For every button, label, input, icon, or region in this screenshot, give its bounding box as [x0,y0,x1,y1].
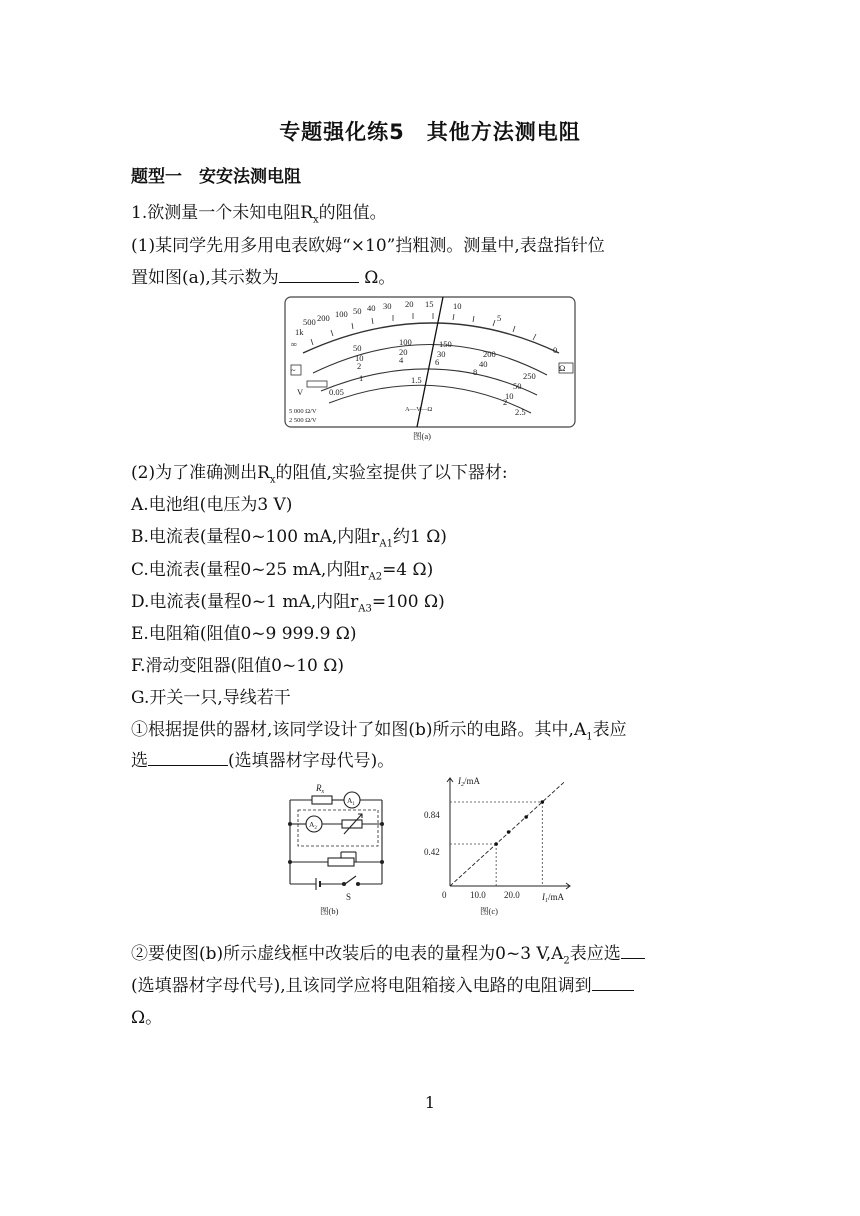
label-s: S [346,892,352,902]
dial-bottom-2: 2 [503,397,508,407]
dial-mid-50: 50 [353,343,362,353]
equipment-item-b: B.电流表(量程0~100 mA,内阻$r_{A1}$约1 Ω) [131,527,447,550]
figure-b-caption: 图(b) [320,906,339,916]
figure-c-caption: 图(c) [480,906,498,916]
subquestion2-line3: Ω。 [131,1008,163,1028]
dial-outer-20: 20 [405,299,414,309]
equipment-item-c: C.电流表(量程0~25 mA,内阻$r_{A2}=4$ Ω) [131,560,434,583]
dial-bottom-25: 2.5 [515,407,526,417]
subquestion1-line1: ①根据提供的器材,该同学设计了如图(b)所示的电路。其中$,A_1$表应 [131,720,627,743]
subquestion2-line1: ②要使图(b)所示虚线框中改装后的电表的量程为0~3 $V,A_2$表应选 [131,939,645,966]
dial-outer-100: 100 [335,309,348,319]
dial-outer-50: 50 [353,306,362,316]
label-rx: $R_x$ [316,783,325,795]
dial-outer-30: 30 [383,301,392,311]
page-number: 1 [424,1093,436,1112]
x-tick-20: 20.0 [504,890,520,900]
part2-head: (2)为了准确测出$R_x$的阻值,实验室提供了以下器材: [131,463,508,486]
dial-mid2-50: 50 [513,381,522,391]
y-axis-label: $I_2/mA$ [458,776,481,788]
dial-outer-200: 200 [317,313,330,323]
dial-bottom-005: 0.05 [329,387,344,397]
dial-outer-1k: 1k [295,327,304,337]
resistor-box [342,820,362,828]
dial-outer-10: 10 [453,301,462,311]
label-a1: $A_1$ [347,796,355,807]
dial-mid2-30: 30 [437,349,446,359]
equipment-item-g: G.开关一只,导线若干 [131,688,291,708]
equipment-item-a: A.电池组(电压为3 V) [131,495,293,515]
y-tick-042: 0.42 [424,847,440,857]
answer-blank-3[interactable] [621,941,645,959]
part1-line1: (1)某同学先用多用电表欧姆“×10”挡粗测。测量中,表盘指针位 [131,236,605,256]
figure-b-circuit [282,772,402,920]
dial-bottom-15: 1.5 [411,375,422,385]
dial-spec-5000: 5 000 Ω/V [289,408,317,415]
dial-spec-2500: 2 500 Ω/V [289,417,317,424]
equipment-item-d: D.电流表(量程0~1 mA,内阻$r_{A3}=100$ Ω) [131,592,445,615]
data-point-3 [541,800,545,804]
dial-mid2-10: 10 [355,353,364,363]
dial-tilde: ~ [291,365,296,375]
dial-mid2-20: 20 [399,347,408,357]
dial-omega-unit: Ω [559,363,566,373]
y-tick-084: 0.84 [424,810,440,820]
equipment-item-e: E.电阻箱(阻值0~9 999.9 Ω) [131,624,357,644]
dial-mid-200: 200 [483,349,496,359]
origin-label: 0 [442,890,447,900]
dial-v: V [297,387,304,397]
equipment-item-f: F.滑动变阻器(阻值0~10 Ω) [131,656,345,676]
dial-mode-label: A—V—Ω [405,406,433,413]
resistor-rx [312,796,332,804]
dial-mid2-40: 40 [479,359,488,369]
dial-outer-15: 15 [425,299,434,309]
figure-c-graph [424,772,580,920]
figure-a-multimeter-dial [283,295,577,443]
x-axis-label: $I_1/mA$ [542,892,565,904]
chart-plot-area [450,781,565,886]
data-point-1 [507,830,511,834]
answer-blank-1[interactable] [279,265,359,283]
dial-inner-2: 2 [357,361,362,371]
data-point-2 [524,815,528,819]
subquestion1-line2: 选 (选填器材字母代号)。 [131,746,394,771]
dial-inner-6: 6 [435,357,440,367]
dial-inner-4: 4 [399,355,404,365]
dial-outer-500: 500 [303,317,316,327]
answer-blank-2[interactable] [148,748,228,766]
dial-mid-100: 100 [399,337,412,347]
dial-outer-40: 40 [367,303,376,313]
label-a2: $A_2$ [309,820,317,831]
switch-s [345,876,356,884]
dial-mid-150: 150 [439,339,452,349]
page-title: 专题强化练5 其他方法测电阻 [279,120,581,144]
dial-bottom-1: 1 [359,373,364,383]
subquestion2-line2: (选填器材字母代号),且该同学应将电阻箱接入电路的电阻调到 [131,971,634,996]
part1-line2: 置如图(a),其示数为 Ω。 [131,263,395,288]
dial-outer-0: 0 [553,345,558,355]
rheostat [328,858,354,866]
figure-a-caption: 图(a) [413,431,431,441]
data-point-0 [494,842,498,846]
question-intro: 1.欲测量一个未知电阻$R_x$的阻值。 [131,203,387,226]
section-title: 题型一 安安法测电阻 [131,167,301,187]
dial-inner-8: 8 [473,367,478,377]
answer-blank-4[interactable] [592,973,634,991]
x-tick-10: 10.0 [470,890,486,900]
dial-mid-250: 250 [523,371,536,381]
dial-outer-5: 5 [497,313,502,323]
dial-inner-10: 10 [505,391,514,401]
dial-outer-inf: ∞ [291,339,298,349]
